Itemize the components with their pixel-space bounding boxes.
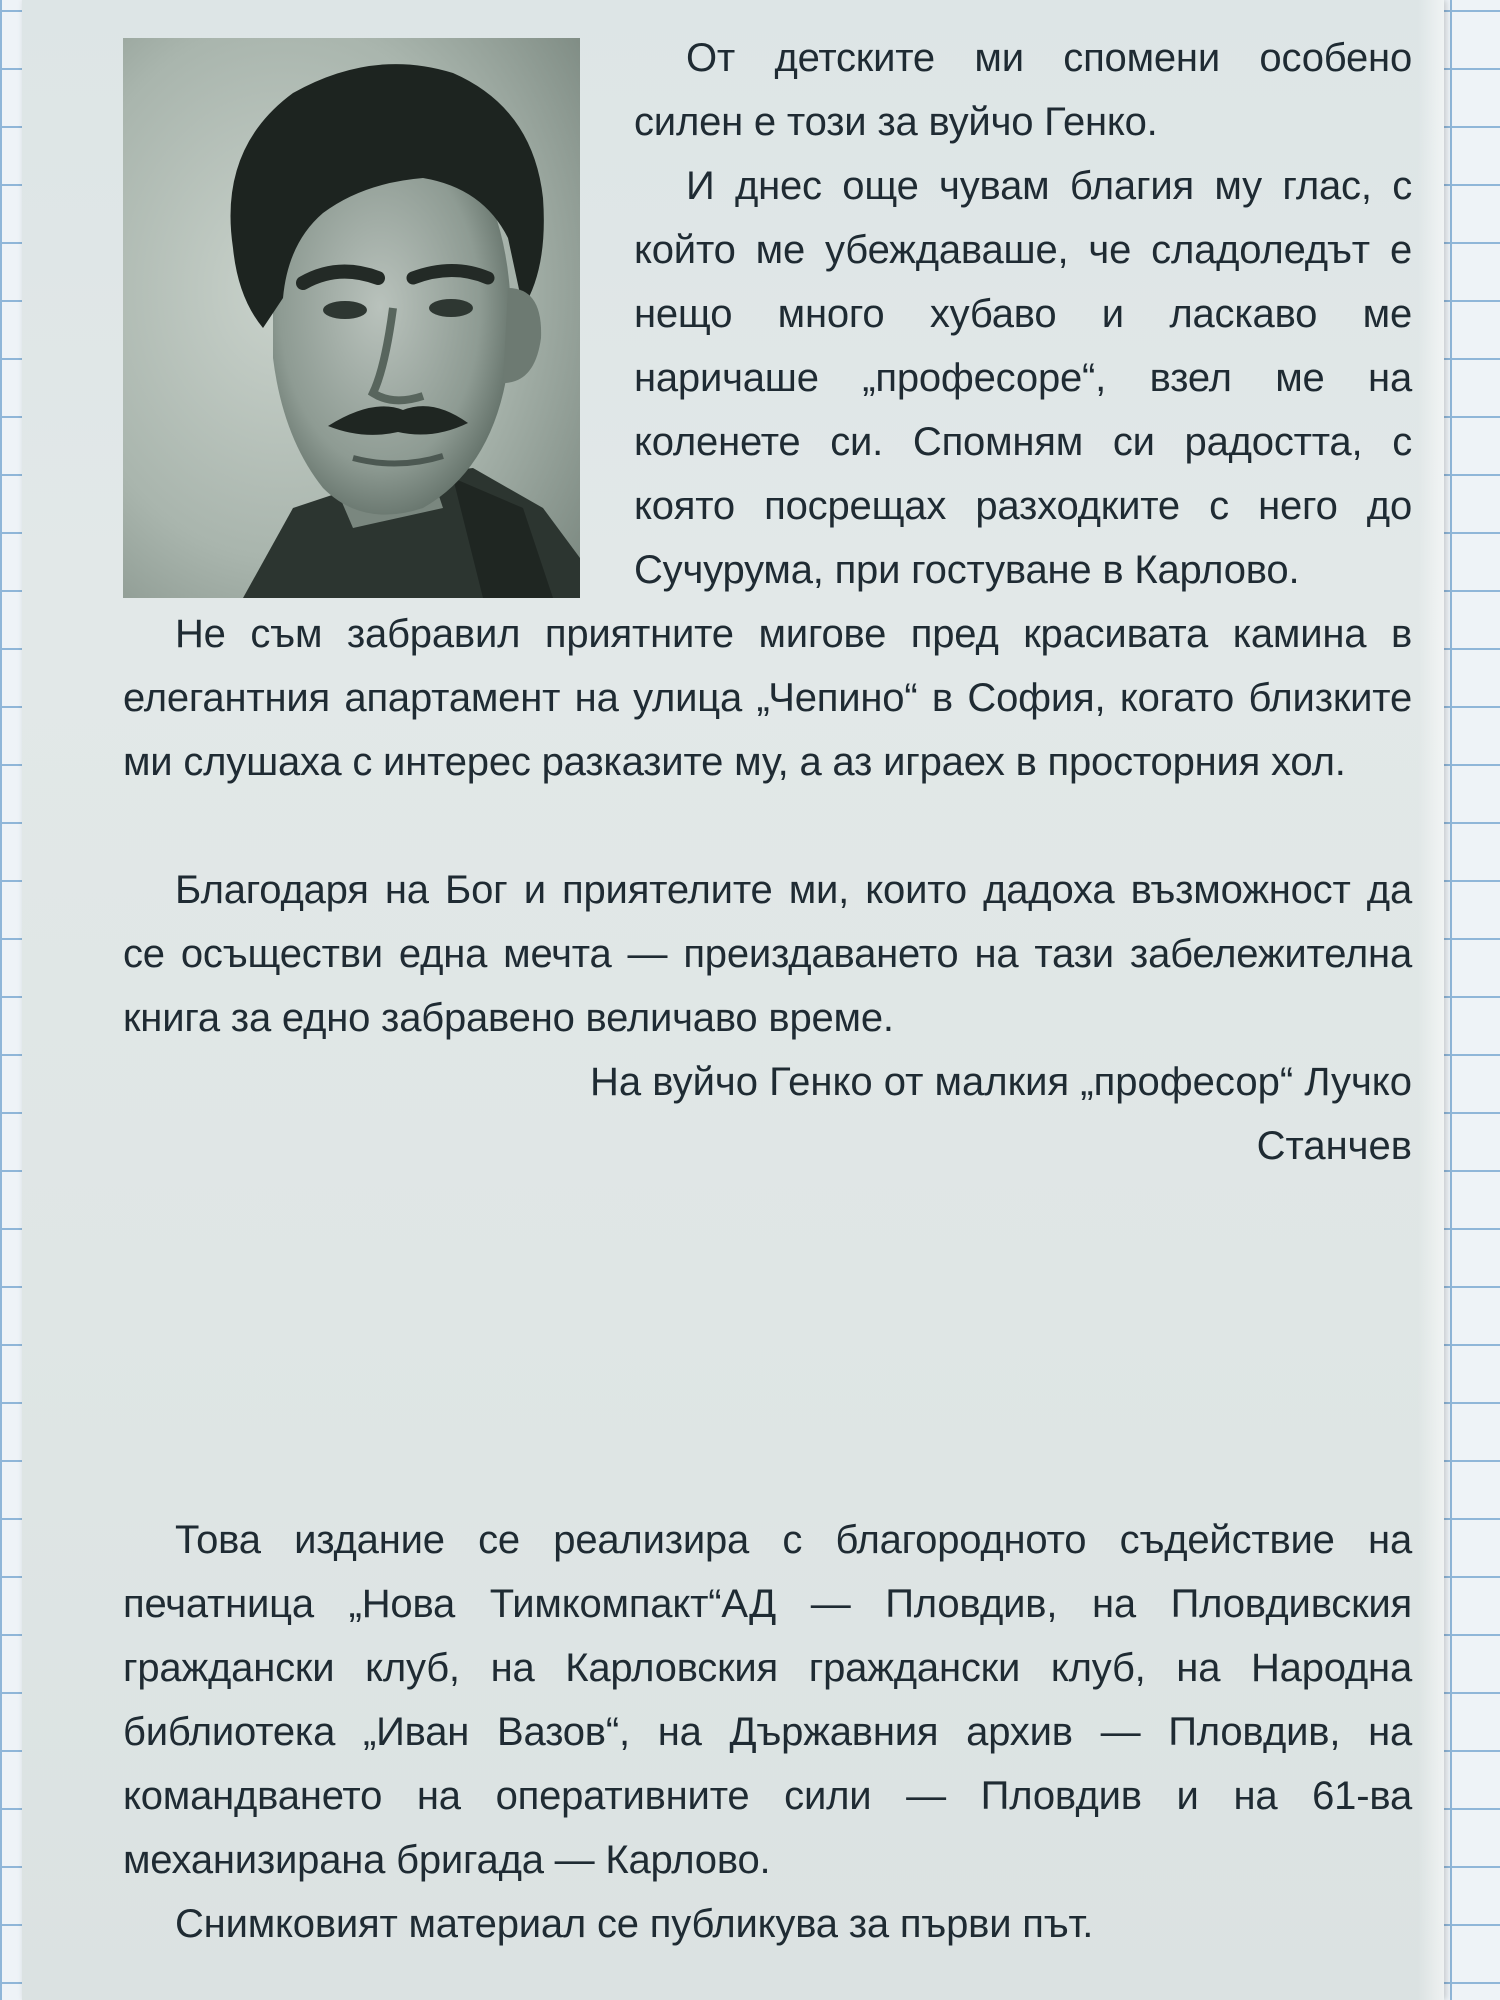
intro-paragraph-1: От детските ми спомени особено силен е този за вуйчо Генко.	[634, 36, 1412, 144]
intro-paragraph-2: И днес още чувам благия му глас, с който ме убеждаваше, че сладоледът е нещо много хубаво и ласкаво ме наричаше „професоре“, взел ме на коленете си. Спомням си радостта, с която посрещах разходките с него до Сучурума, при гостуване в Карлово.	[634, 164, 1412, 592]
memory-paragraph: Не съм забравил приятните мигове пред красивата камина в елегантния апартамент на улица „Чепино“ в София, когато близките ми слушаха с интерес разказите му, а аз играех в просторния хол.	[123, 612, 1412, 784]
photo-note-paragraph: Снимковият материал се публикува за първи път.	[175, 1902, 1094, 1946]
portrait-icon	[123, 38, 580, 598]
portrait-photo	[123, 38, 580, 598]
dedication-signature: Станчев	[1256, 1124, 1412, 1168]
dedication-line-1: На вуйчо Генко от малкия „професор“ Лучко	[589, 1060, 1412, 1104]
edition-note-paragraph: Това издание се реализира с благородното съдействие на печатница „Нова Тимкомпакт“АД — Пловдив, на Пловдивския граждански клуб, на Карловския граждански клуб, на Народна библиотека „Иван Вазов“, на Държавния архив — Пловдив, на командването на оперативните сили — Пловдив и на 61-ва механизирана бригада — Карлово.	[123, 1518, 1412, 1882]
dedication	[123, 1050, 1412, 1178]
book-page	[22, 0, 1444, 2000]
thanks-paragraph: Благодаря на Бог и приятелите ми, които дадоха възможност да се осъществи една мечта — преиздаването на тази забележителна книга за едно забравено величаво време.	[123, 868, 1412, 1040]
